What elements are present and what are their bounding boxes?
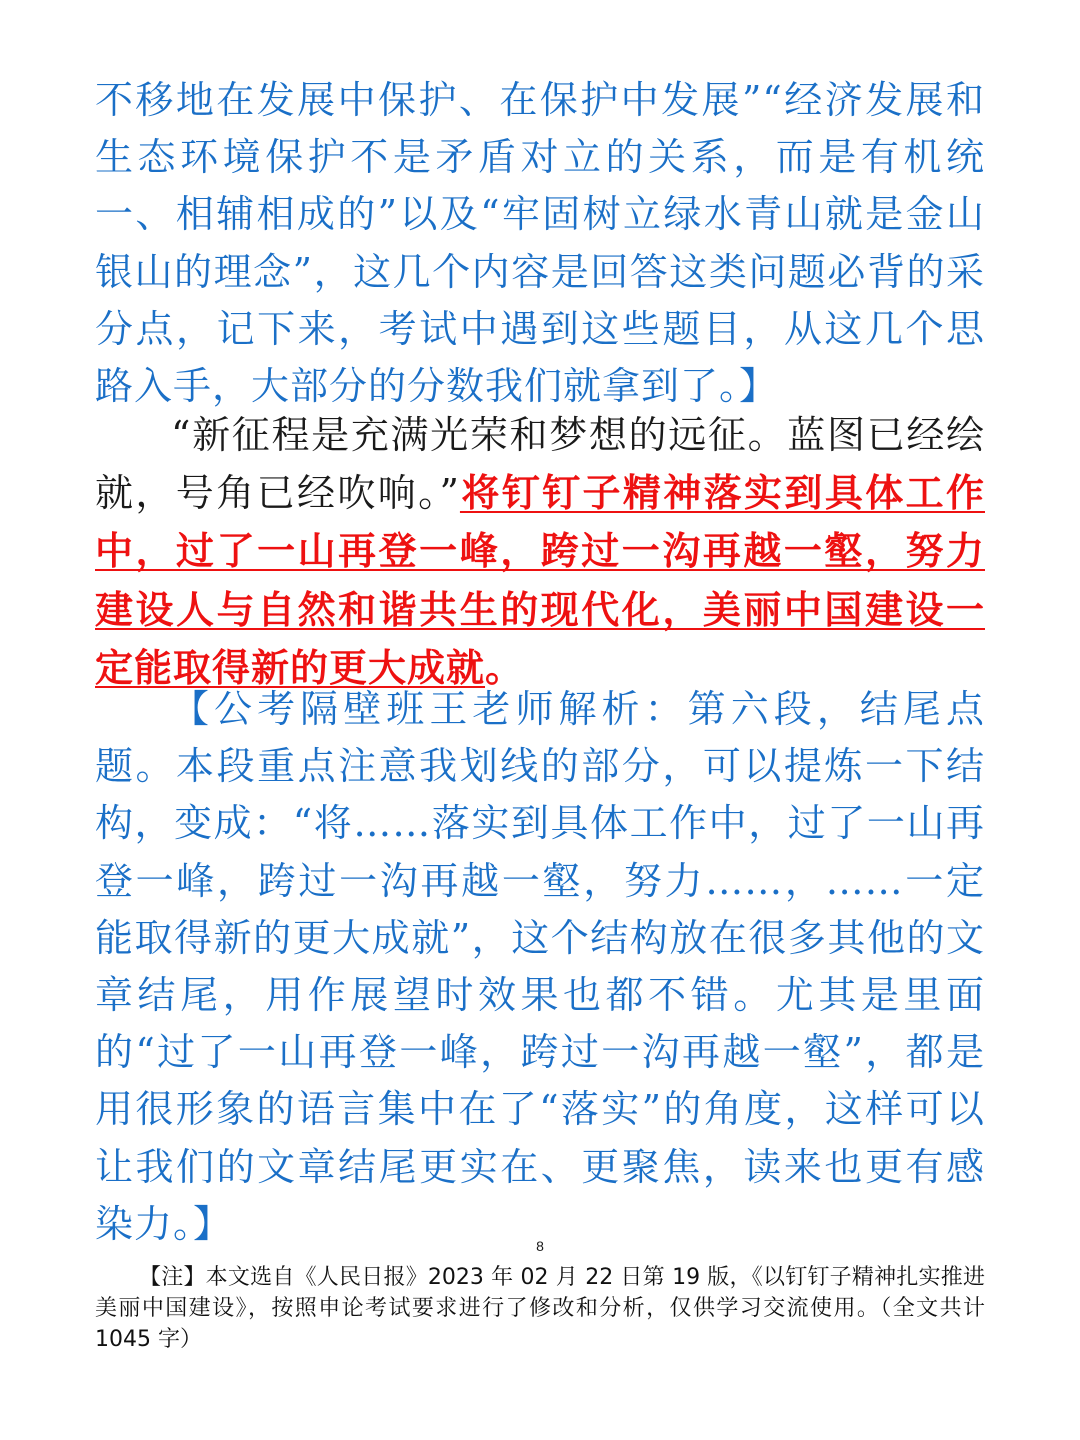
body-paragraph	[95, 407, 985, 697]
sentence-end-punctuation: 。	[485, 644, 525, 690]
page-number: 8	[536, 1238, 544, 1254]
footnote: 【注】本文选自《人民日报》2023 年 02 月 22 日第 19 版，《以钉钉子精神扎实推进美丽中国建设》，按照申论考试要求进行了修改和分析，仅供学习交流使用。（全文共计 1045 字）	[95, 1265, 985, 1352]
underlined-key-sentence: 将钉钉子精神落实到具体工作中，过了一山再登一峰，跨过一沟再越一壑，努力建设人与自然和谐共生的现代化，美丽中国建设一定能取得新的更大成就	[95, 470, 985, 690]
analysis-paragraph-continued: 不移地在发展中保护、在保护中发展”“经济发展和生态环境保护不是矛盾对立的关系，而是有机统一、相辅相成的”以及“牢固树立绿水青山就是金山银山的理念”，这几个内容是回答这类问题必背的采分点，记下来，考试中遇到这些题目，从这几个思路入手，大部分的分数我们就拿到了。】	[95, 78, 985, 409]
analysis-paragraph: 【公考隔壁班王老师解析：第六段，结尾点题。本段重点注意我划线的部分，可以提炼一下结构，变成：“将……落实到具体工作中，过了一山再登一峰，跨过一沟再越一壑，努力……，……一定能取得新的更大成就”，这个结构放在很多其他的文章结尾，用作展望时效果也都不错。尤其是里面的“过了一山再登一峰，跨过一沟再越一壑”，都是用很形象的语言集中在了“落实”的角度，这样可以让我们的文章结尾更实在、更聚焦，读来也更有感染力。】	[95, 687, 985, 1246]
quote-text: “新征程是充满光荣和梦想的远征。蓝图已经绘就，号角已经吹响。”	[95, 413, 985, 516]
